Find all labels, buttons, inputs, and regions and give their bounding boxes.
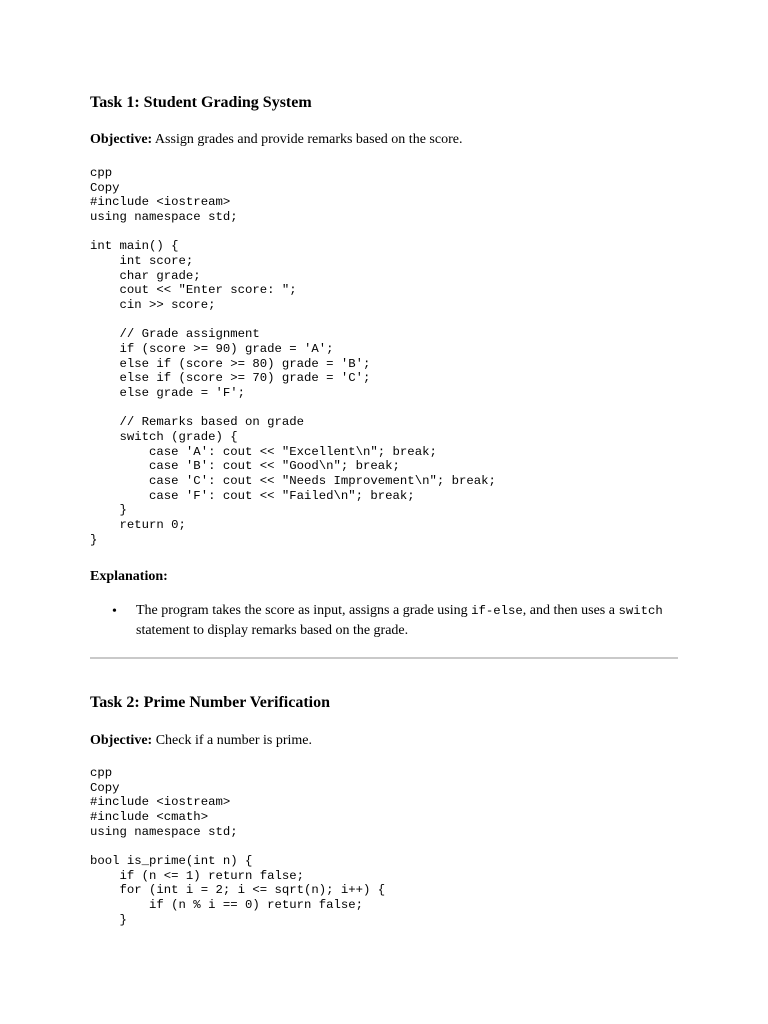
task2-title: Task 2: Prime Number Verification xyxy=(90,694,330,711)
task1-title: Task 1: Student Grading System xyxy=(90,94,312,111)
bullet-icon: • xyxy=(112,604,117,619)
task1-code-block: cpp Copy #include <iostream> using namespace std; int main() { int score; char grade; cout << "Enter score: "; cin >> score; // Grade assignment if (score >= 90) grade = 'A'; else if (score >= 80) grade = 'B'; else if (score >= 70) grade = 'C'; else grade = 'F'; // Remarks based on grade switch (grade) { case 'A': cout << "Excellent\n"; break; case 'B': cout << "Good\n"; break; case 'C': cout << "Needs Improvement\n"; break; case 'F': cout << "Failed\n"; break; } return 0; } xyxy=(90,166,496,547)
task2-objective-label: Objective: xyxy=(90,733,153,748)
task1-objective xyxy=(90,131,462,149)
task2-code-block: cpp Copy #include <iostream> #include <cmath> using namespace std; bool is_prime(int n) { if (n <= 1) return false; for (int i = 2; i <= sqrt(n); i++) { if (n % i == 0) return false; } xyxy=(90,766,386,927)
task1-objective-text: Assign grades and provide remarks based on the score. xyxy=(152,132,463,147)
explanation-part3: statement to display remarks based on the grade. xyxy=(136,623,409,638)
section-divider xyxy=(90,657,678,659)
task2-objective xyxy=(90,732,312,750)
explanation-part2: , and then uses a xyxy=(522,603,619,618)
explanation-part1: The program takes the score as input, assigns a grade using xyxy=(136,603,472,618)
task1-objective-label: Objective: xyxy=(90,132,153,147)
inline-code-switch: switch xyxy=(618,604,663,618)
task1-explanation-heading: Explanation: xyxy=(90,569,168,584)
task1-explanation-text xyxy=(136,601,676,641)
inline-code-if-else: if-else xyxy=(471,604,523,618)
task2-objective-text: Check if a number is prime. xyxy=(152,733,312,748)
